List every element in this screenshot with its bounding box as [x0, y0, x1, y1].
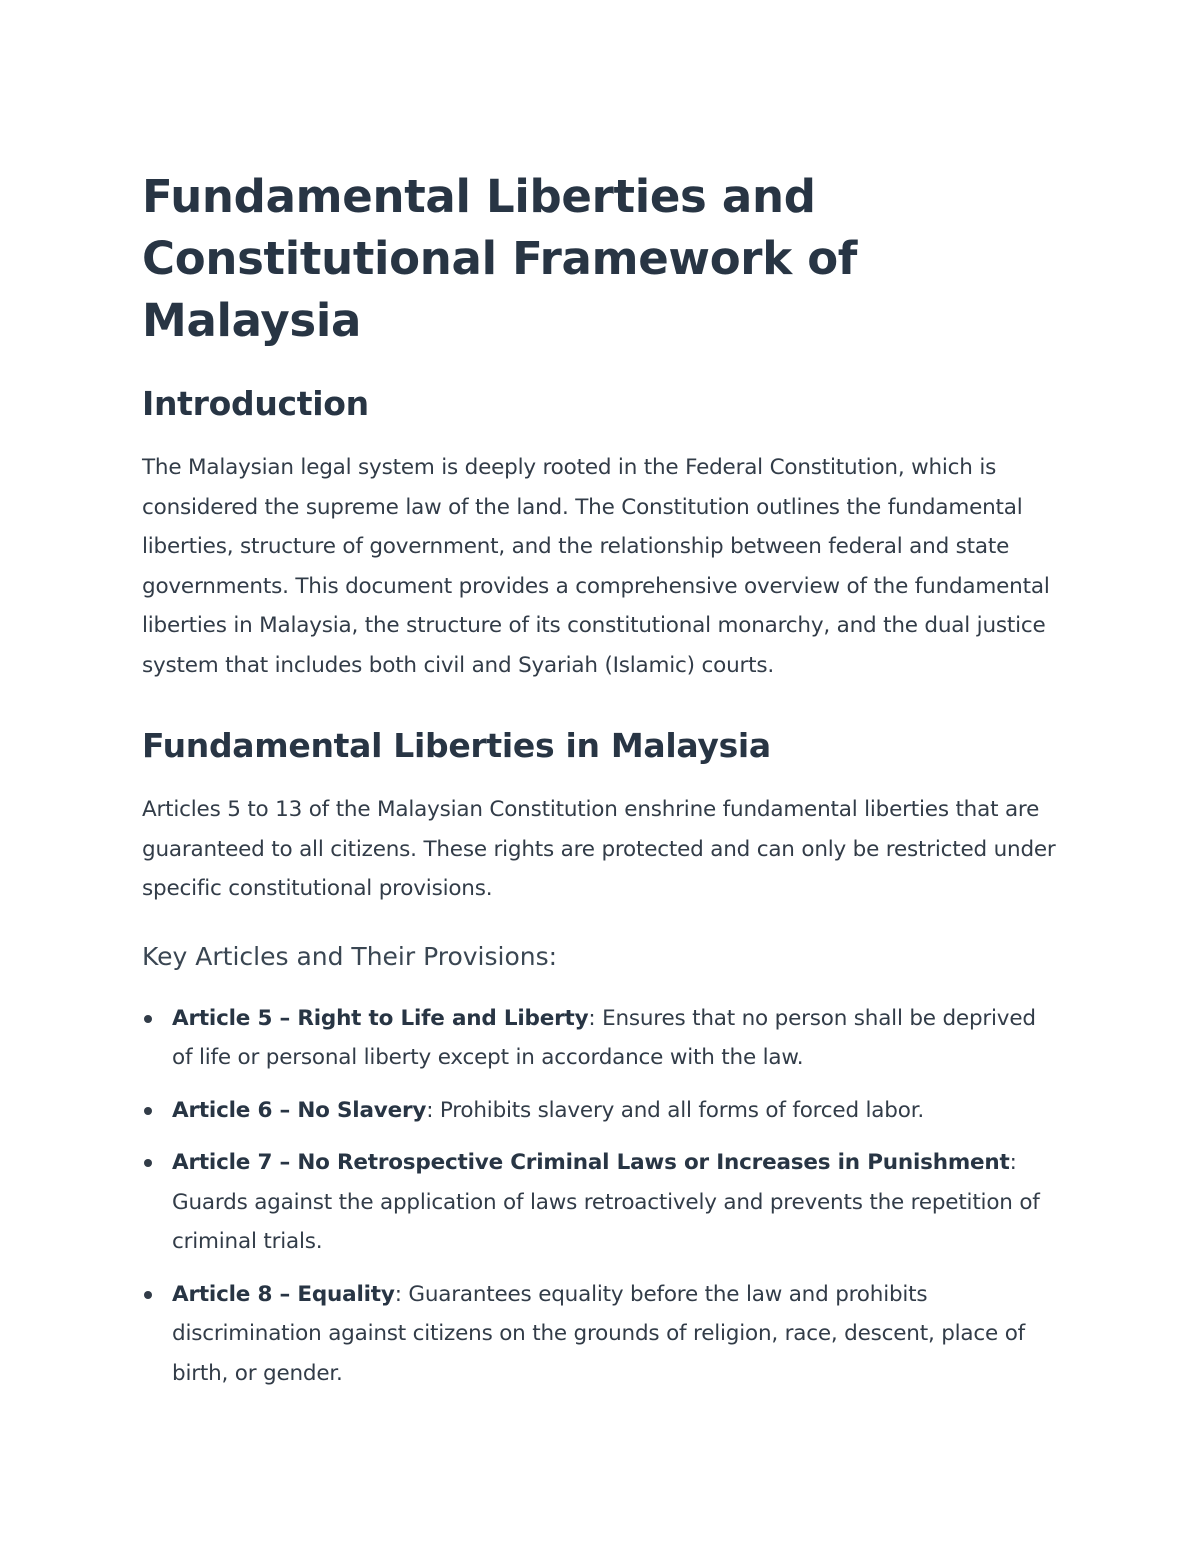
bullet-icon — [144, 1159, 152, 1167]
article-text: : Prohibits slavery and all forms of forced labor. — [426, 1097, 924, 1123]
article-text: : Guards against the application of laws retroactively and prevents the repetition of criminal trials. — [172, 1150, 1040, 1254]
bullet-icon — [144, 1291, 152, 1299]
article-label: Article 6 – No Slavery — [172, 1097, 427, 1123]
article-label: Article 7 – No Retrospective Criminal Laws or Increases in Punishment — [172, 1150, 1010, 1175]
list-item — [142, 1143, 1062, 1262]
fundamental-liberties-paragraph: Articles 5 to 13 of the Malaysian Constitution enshrine fundamental liberties that are guaranteed to all citizens. These rights are protected and can only be restricted under specific constitutional provisions. — [142, 797, 1056, 901]
article-label: Article 5 – Right to Life and Liberty — [172, 1005, 589, 1031]
subheading-key-articles: Key Articles and Their Provisions: — [142, 941, 558, 971]
article-text: : Guarantees equality before the law and prohibits discrimination against citizens on the grounds of religion, race, descent, place of birth, or gender. — [172, 1281, 1026, 1386]
document-page — [142, 166, 1062, 1406]
articles-list — [142, 999, 1062, 1394]
introduction-paragraph: The Malaysian legal system is deeply rooted in the Federal Constitution, which is considered the supreme law of the land. The Constitution outlines the fundamental liberties, structure of government, and the relationship between federal and state governments. This document provides a comprehensive overview of the fundamental liberties in Malaysia, the structure of its constitutional monarchy, and the dual justice system that includes both civil and Syariah (Islamic) courts. — [142, 455, 1050, 678]
section-heading-introduction: Introduction — [142, 384, 369, 423]
bullet-icon — [144, 1107, 152, 1115]
list-item — [142, 1275, 1062, 1394]
bullet-icon — [144, 1015, 152, 1023]
section-heading-fundamental-liberties: Fundamental Liberties in Malaysia — [142, 726, 771, 765]
article-label: Article 8 – Equality — [172, 1281, 395, 1307]
article-text: : Ensures that no person shall be deprived of life or personal liberty except in accordance with the law. — [172, 1005, 1036, 1070]
document-title: Fundamental Liberties and Constitutional Framework of Malaysia — [142, 170, 858, 347]
list-item — [142, 999, 1062, 1078]
list-item — [142, 1091, 1062, 1131]
